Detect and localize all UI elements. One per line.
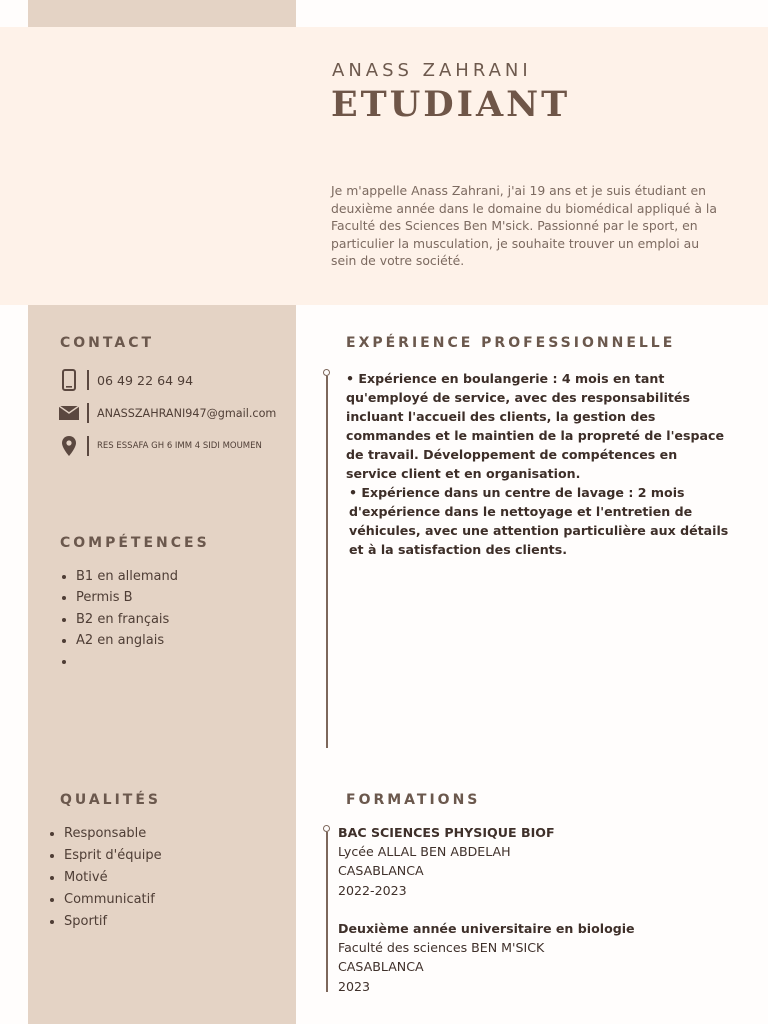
formation-city: CASABLANCA (338, 959, 424, 975)
list-item: • B1 en allemand (76, 566, 178, 587)
postal-address: RES ESSAFA GH 6 IMM 4 SIDI MOUMEN (97, 441, 262, 451)
timeline-line (326, 832, 328, 992)
list-item: • Permis B (76, 587, 178, 608)
timeline-dot (323, 369, 330, 376)
contact-separator (87, 403, 89, 423)
list-item: • Motivé (64, 867, 162, 889)
phone-number[interactable]: 06 49 22 64 94 (97, 372, 194, 388)
formation-years: 2023 (338, 978, 371, 994)
list-item: • Responsable (64, 823, 162, 845)
competences-list (60, 566, 178, 672)
list-item: • A2 en anglais (76, 630, 178, 651)
formation-entry (338, 919, 635, 996)
list-item: • B2 en français (76, 609, 178, 630)
contact-separator (87, 370, 89, 390)
contact-address-row (58, 435, 262, 457)
location-pin-icon (58, 435, 80, 457)
list-item: • Communicatif (64, 889, 162, 911)
experience-entry: • Expérience en boulangerie : 4 mois en tant qu'employé de service, avec des responsabilités incluant l'accueil des clients, la gestion des commandes et le maintien de la propreté de l'espace de travail. Développement de compétences en service client et en organisation. (346, 371, 724, 481)
formation-title: Deuxième année universitaire en biologie (338, 921, 635, 936)
email-icon (58, 402, 80, 424)
list-item (76, 651, 178, 672)
experience-text (346, 369, 731, 559)
formation-entry (338, 823, 555, 900)
contact-separator (87, 436, 89, 456)
profile-summary: Je m'appelle Anass Zahrani, j'ai 19 ans et je suis étudiant en deuxième année dans le domaine du biomédical appliqué à la Faculté des Sciences Ben M'sick. Passionné par le sport, en particulier la musculation, je souhaite trouver un emploi au sein de votre société. (331, 183, 717, 268)
contact-email-row (58, 402, 276, 424)
formation-title: BAC SCIENCES PHYSIQUE BIOF (338, 825, 555, 840)
experience-section-title: EXPÉRIENCE PROFESSIONNELLE (346, 335, 676, 351)
formation-years: 2022-2023 (338, 882, 407, 898)
timeline-line (326, 376, 328, 748)
candidate-name: ANASS ZAHRANI (332, 60, 532, 81)
qualites-list (47, 823, 162, 933)
competences-section-title: COMPÉTENCES (60, 535, 210, 551)
phone-icon (58, 369, 80, 391)
candidate-role: ETUDIANT (331, 84, 571, 125)
qualites-section-title: QUALITÉS (60, 792, 161, 808)
email-address[interactable]: ANASSZAHRANI947@gmail.com (97, 406, 277, 420)
formation-school: Faculté des sciences BEN M'SICK (338, 940, 545, 956)
formation-city: CASABLANCA (338, 863, 424, 879)
formations-section-title: FORMATIONS (346, 792, 481, 808)
experience-entry: • Expérience dans un centre de lavage : 2 mois d'expérience dans le nettoyage et l'entretien de véhicules, avec une attention particulière aux détails et à la satisfaction des clients. (349, 485, 729, 557)
formation-school: Lycée ALLAL BEN ABDELAH (338, 844, 511, 860)
list-item: • Esprit d'équipe (64, 845, 162, 867)
list-item: • Sportif (64, 911, 162, 933)
contact-section-title: CONTACT (60, 335, 155, 351)
timeline-dot (323, 825, 330, 832)
contact-phone-row (58, 369, 193, 391)
